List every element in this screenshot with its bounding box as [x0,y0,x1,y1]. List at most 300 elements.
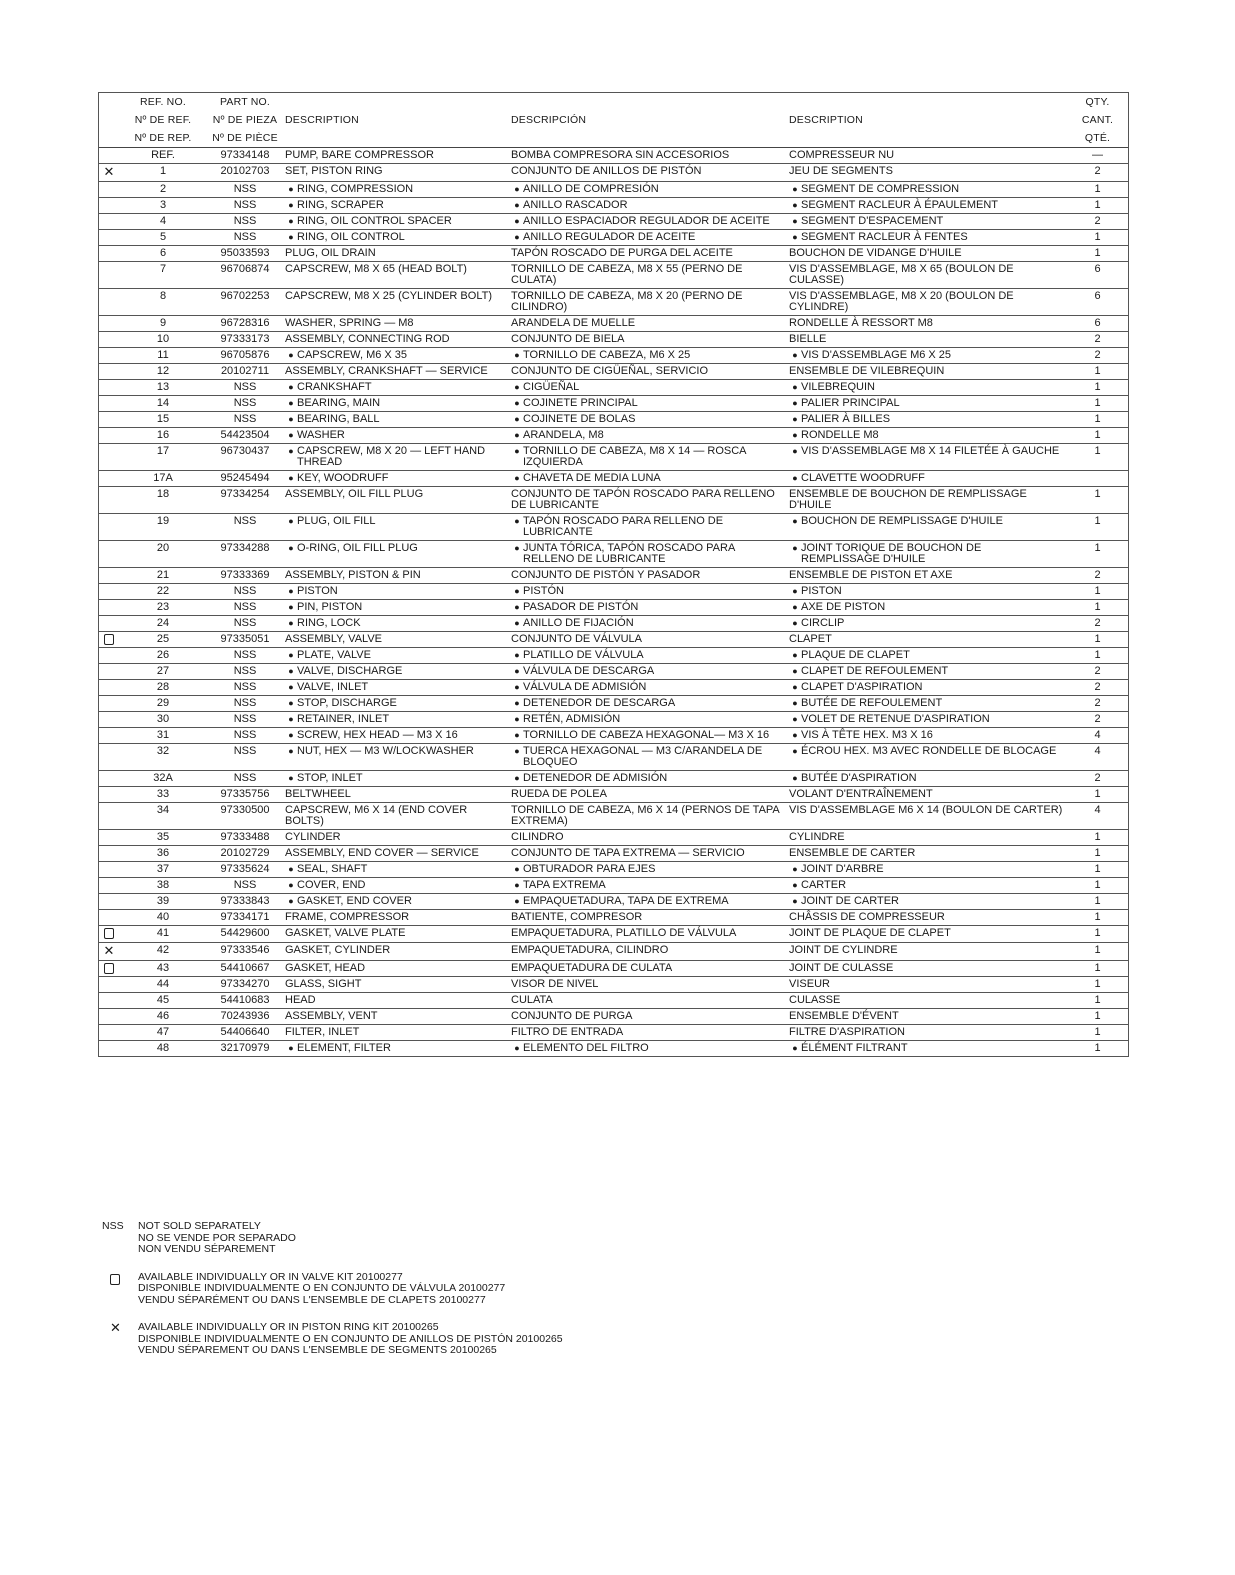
table-row [99,364,1128,380]
description-fr-text: CLAVETTE WOODRUFF [801,472,925,484]
quantity: 1 [1067,977,1128,993]
row-mark [99,316,119,332]
description-es [509,214,787,230]
piston-ring-kit-x-icon: ✕ [103,164,115,179]
row-mark [99,230,119,246]
table-row [99,444,1128,471]
part-no: NSS [207,584,283,600]
description-fr: VIS D'ASSEMBLAGE, M8 X 65 (BOULON DE CULASSE) [787,262,1067,289]
description-fr: JEU DE SEGMENTS [787,164,1067,182]
description-fr: CLAPET [787,632,1067,648]
part-no: NSS [207,380,283,396]
description-es: TORNILLO DE CABEZA, M6 X 14 (PERNOS DE TAPA EXTREMA) [509,803,787,830]
description-en [283,471,509,487]
row-mark [99,348,119,364]
description-fr-text: AXE DE PISTON [801,601,886,613]
sub-item-bullet-icon: ● [792,516,798,526]
description-en [283,862,509,878]
description-fr-text: SEGMENT RACLEUR À FENTES [801,231,968,243]
description-es-text: ANILLO ESPACIADOR REGULADOR DE ACEITE [523,215,770,227]
ref-no: 42 [119,942,207,960]
description-fr-text: PISTON [801,585,842,597]
description-es: EMPAQUETADURA DE CULATA [509,960,787,976]
quantity: 1 [1067,1025,1128,1041]
quantity: 1 [1067,878,1128,894]
description-fr-text: VOLET DE RETENUE D'ASPIRATION [801,713,990,726]
description-en-text: NUT, HEX — M3 W/LOCKWASHER [297,745,474,758]
description-fr-text: CLAPET DE REFOULEMENT [801,665,949,678]
sub-item-bullet-icon: ● [514,414,520,424]
description-fr [787,182,1067,198]
description-es-text: COJINETE PRINCIPAL [523,397,638,409]
description-en-text: VALVE, DISCHARGE [297,665,403,678]
part-no: 97333173 [207,332,283,348]
ref-no: 31 [119,728,207,744]
nss-line-es: NO SE VENDE POR SEPARADO [138,1231,296,1244]
part-no: 95245494 [207,471,283,487]
legend-notes [102,1221,1002,1373]
sub-item-bullet-icon: ● [288,650,294,661]
description-en-text: O-RING, OIL FILL PLUG [297,542,418,554]
sub-item-bullet-icon: ● [792,618,798,628]
description-fr: BOUCHON DE VIDANGE D'HUILE [787,246,1067,262]
description-en [283,744,509,771]
table-row [99,514,1128,541]
sub-item-bullet-icon: ● [792,666,798,677]
description-fr: VIS D'ASSEMBLAGE M6 X 14 (BOULON DE CARTER) [787,803,1067,830]
row-mark [99,541,119,568]
part-no: 54429600 [207,926,283,942]
row-mark [99,771,119,787]
sub-item-bullet-icon: ● [288,473,294,483]
sub-item-bullet-icon: ● [288,896,294,907]
part-no: 96702253 [207,289,283,316]
quantity: 6 [1067,289,1128,316]
sub-item-bullet-icon: ● [792,414,798,424]
description-fr [787,1041,1067,1057]
description-fr: CHÂSSIS DE COMPRESSEUR [787,910,1067,926]
row-mark [99,830,119,846]
description-en-text: CAPSCREW, M8 X 20 — LEFT HAND THREAD [297,445,486,468]
description-es [509,712,787,728]
description-fr: ENSEMBLE D'ÉVENT [787,1009,1067,1025]
ref-no: 12 [119,364,207,380]
description-en [283,1041,509,1057]
part-no: 97334254 [207,487,283,514]
part-no: 97333843 [207,894,283,910]
sub-item-bullet-icon: ● [514,650,520,661]
nss-key: NSS [102,1220,124,1232]
description-fr: COMPRESSEUR NU [787,148,1067,164]
description-es [509,348,787,364]
table-row [99,680,1128,696]
header-description-fr: DESCRIPTION [789,114,863,126]
part-no: 96706874 [207,262,283,289]
description-fr [787,894,1067,910]
table-row [99,487,1128,514]
part-no: 97334148 [207,148,283,164]
description-fr [787,712,1067,728]
description-es [509,514,787,541]
description-en: ASSEMBLY, END COVER — SERVICE [283,846,509,862]
sub-item-bullet-icon: ● [288,746,294,757]
part-no: NSS [207,396,283,412]
description-en [283,878,509,894]
description-en-text: SEAL, SHAFT [297,863,368,876]
quantity: 1 [1067,246,1128,262]
ref-no: 10 [119,332,207,348]
description-en-text: GASKET, END COVER [297,895,412,908]
description-en-text: STOP, DISCHARGE [297,697,397,710]
table-row [99,568,1128,584]
row-mark [99,712,119,728]
box-symbol-icon [110,1274,120,1285]
description-fr: JOINT DE PLAQUE DE CLAPET [787,926,1067,942]
table-row [99,712,1128,728]
header-description-es: DESCRIPCIÓN [511,114,587,126]
description-fr-text: PALIER PRINCIPAL [801,397,900,409]
header-part-en: PART NO. [219,96,271,108]
table-row [99,289,1128,316]
table-row [99,428,1128,444]
row-mark [99,993,119,1009]
description-fr-text: VIS D'ASSEMBLAGE M6 X 25 [801,349,952,361]
sub-item-bullet-icon: ● [792,200,798,210]
description-es-text: DETENEDOR DE DESCARGA [523,697,676,710]
part-no: 54410683 [207,993,283,1009]
parts-table [99,93,1128,1056]
part-no: NSS [207,712,283,728]
header-qty-en: QTY. [1085,96,1110,108]
row-mark [99,568,119,584]
quantity: 1 [1067,182,1128,198]
table-row [99,541,1128,568]
row-mark [99,332,119,348]
description-fr: ENSEMBLE DE CARTER [787,846,1067,862]
description-fr-text: JOINT DE CARTER [801,895,899,908]
table-header [99,93,1128,148]
part-no: NSS [207,412,283,428]
quantity: 2 [1067,214,1128,230]
table-row [99,878,1128,894]
description-es [509,771,787,787]
sub-item-bullet-icon: ● [514,698,520,709]
description-es [509,648,787,664]
row-mark [99,246,119,262]
description-fr: ENSEMBLE DE BOUCHON DE REMPLISSAGE D'HUILE [787,487,1067,514]
header-part-es: Nº DE PIEZA [212,114,278,126]
part-no: NSS [207,744,283,771]
part-no: 20102711 [207,364,283,380]
table-row [99,862,1128,878]
sub-item-bullet-icon: ● [288,350,294,360]
sub-item-bullet-icon: ● [288,382,294,392]
description-en-text: RING, COMPRESSION [297,183,414,195]
part-no: NSS [207,680,283,696]
description-es [509,862,787,878]
quantity: 2 [1067,664,1128,680]
row-mark [99,648,119,664]
part-no: NSS [207,696,283,712]
description-en: GASKET, VALVE PLATE [283,926,509,942]
ref-no: 32 [119,744,207,771]
description-es-text: ANILLO DE COMPRESIÓN [523,183,659,195]
quantity: 1 [1067,541,1128,568]
description-es-text: ANILLO REGULADOR DE ACEITE [523,231,696,243]
description-en: FRAME, COMPRESSOR [283,910,509,926]
part-no: 97333488 [207,830,283,846]
table-row [99,910,1128,926]
quantity: 1 [1067,444,1128,471]
table-row [99,396,1128,412]
quantity: 6 [1067,262,1128,289]
sub-item-bullet-icon: ● [792,698,798,709]
description-es-text: TORNILLO DE CABEZA, M8 X 14 — ROSCA IZQUIERDA [523,445,746,468]
description-en-text: STOP, INLET [297,772,363,785]
ref-no: 28 [119,680,207,696]
table-row [99,230,1128,246]
table-row [99,894,1128,910]
ref-no: 47 [119,1025,207,1041]
ref-no: 19 [119,514,207,541]
ref-no: 3 [119,198,207,214]
description-en-text: PISTON [297,585,338,597]
row-mark [99,632,119,648]
description-fr [787,771,1067,787]
part-no: 20102729 [207,846,283,862]
row-mark [99,364,119,380]
ref-no: 25 [119,632,207,648]
sub-item-bullet-icon: ● [514,864,520,875]
description-fr [787,214,1067,230]
ref-no: 17A [119,471,207,487]
row-mark [99,803,119,830]
description-fr-text: VILEBREQUIN [801,381,875,393]
quantity: 2 [1067,616,1128,632]
sub-item-bullet-icon: ● [288,666,294,677]
row-mark [99,894,119,910]
description-en-text: PLATE, VALVE [297,649,371,662]
sub-item-bullet-icon: ● [514,682,520,693]
ref-no: 40 [119,910,207,926]
description-en [283,182,509,198]
quantity: 2 [1067,348,1128,364]
sub-item-bullet-icon: ● [792,773,798,784]
description-es-text: PASADOR DE PISTÓN [523,601,639,613]
row-mark [99,514,119,541]
description-es [509,380,787,396]
description-fr-text: PLAQUE DE CLAPET [801,649,910,662]
x-line-fr: VENDU SÉPAREMENT OU DANS L'ENSEMBLE DE SEGMENTS 20100265 [138,1344,497,1356]
part-no: 54410667 [207,960,283,976]
description-es [509,696,787,712]
sub-item-bullet-icon: ● [288,200,294,210]
part-no: 97335051 [207,632,283,648]
description-en [283,444,509,471]
box-line-en: AVAILABLE INDIVIDUALLY OR IN VALVE KIT 20100277 [138,1270,403,1283]
sub-item-bullet-icon: ● [288,602,294,612]
row-mark [99,664,119,680]
sub-item-bullet-icon: ● [288,184,294,194]
description-en-text: BEARING, MAIN [297,397,381,409]
table-row [99,744,1128,771]
description-en: HEAD [283,993,509,1009]
description-es-text: ANILLO RASCADOR [523,199,628,211]
row-mark [99,412,119,428]
description-fr: RONDELLE À RESSORT M8 [787,316,1067,332]
description-en: GASKET, HEAD [283,960,509,976]
quantity: 1 [1067,230,1128,246]
row-mark [99,728,119,744]
header-ref-fr: Nº DE REP. [119,129,207,148]
description-es-text: RETÉN, ADMISIÓN [523,713,621,726]
description-es-text: COJINETE DE BOLAS [523,413,636,425]
description-en [283,664,509,680]
ref-no: 14 [119,396,207,412]
description-fr-text: BUTÉE DE REFOULEMENT [801,697,943,710]
description-en-text: PIN, PISTON [297,601,363,613]
ref-no: 30 [119,712,207,728]
table-row [99,600,1128,616]
quantity: 1 [1067,364,1128,380]
sub-item-bullet-icon: ● [514,350,520,360]
part-no: 95033593 [207,246,283,262]
quantity: 1 [1067,942,1128,960]
row-mark [99,616,119,632]
description-es [509,1041,787,1057]
quantity: 1 [1067,198,1128,214]
note-piston-ring-kit [102,1322,1002,1357]
note-nss [102,1221,1002,1256]
ref-no: 27 [119,664,207,680]
description-es-text: PLATILLO DE VÁLVULA [523,649,644,662]
description-fr [787,514,1067,541]
part-no: 20102703 [207,164,283,182]
sub-item-bullet-icon: ● [514,880,520,891]
part-no: NSS [207,198,283,214]
description-en: PLUG, OIL DRAIN [283,246,509,262]
sub-item-bullet-icon: ● [288,773,294,784]
part-no: 97335624 [207,862,283,878]
row-mark [99,696,119,712]
description-es: CONJUNTO DE TAPÓN ROSCADO PARA RELLENO DE LUBRICANTE [509,487,787,514]
description-es: EMPAQUETADURA, CILINDRO [509,942,787,960]
description-fr: ENSEMBLE DE VILEBREQUIN [787,364,1067,380]
description-es-text: ELEMENTO DEL FILTRO [523,1042,649,1055]
quantity: 1 [1067,846,1128,862]
row-mark [99,198,119,214]
nss-line-fr: NON VENDU SÉPAREMENT [138,1243,276,1255]
row-mark [99,148,119,164]
part-no: NSS [207,214,283,230]
description-en [283,428,509,444]
part-no: 97335756 [207,787,283,803]
table-row [99,977,1128,993]
description-fr-text: CARTER [801,879,847,892]
description-es [509,894,787,910]
ref-no: 35 [119,830,207,846]
part-no: 54406640 [207,1025,283,1041]
description-fr [787,541,1067,568]
description-es: CILINDRO [509,830,787,846]
description-en [283,728,509,744]
description-es: BOMBA COMPRESORA SIN ACCESORIOS [509,148,787,164]
quantity: 2 [1067,712,1128,728]
sub-item-bullet-icon: ● [792,650,798,661]
sub-item-bullet-icon: ● [514,666,520,677]
description-fr-text: CIRCLIP [801,617,845,629]
part-no: NSS [207,771,283,787]
description-fr [787,348,1067,364]
sub-item-bullet-icon: ● [514,730,520,741]
description-en [283,541,509,568]
quantity: 1 [1067,910,1128,926]
ref-no: 33 [119,787,207,803]
description-en: CAPSCREW, M6 X 14 (END COVER BOLTS) [283,803,509,830]
description-es: BATIENTE, COMPRESOR [509,910,787,926]
sub-item-bullet-icon: ● [514,473,520,483]
description-fr: JOINT DE CYLINDRE [787,942,1067,960]
table-row [99,664,1128,680]
table-row [99,471,1128,487]
description-es-text: CIGÜEÑAL [523,381,580,393]
quantity: 2 [1067,771,1128,787]
ref-no: 20 [119,541,207,568]
quantity: 1 [1067,926,1128,942]
sub-item-bullet-icon: ● [514,773,520,784]
table-row [99,926,1128,942]
part-no: 97333546 [207,942,283,960]
ref-no: 5 [119,230,207,246]
valve-kit-box-icon [104,963,114,974]
ref-no: 11 [119,348,207,364]
quantity: 1 [1067,1009,1128,1025]
x-line-es: DISPONIBLE INDIVIDUALMENTE O EN CONJUNTO DE ANILLOS DE PISTÓN 20100265 [138,1332,563,1345]
part-no: 97330500 [207,803,283,830]
quantity: 4 [1067,803,1128,830]
header-description-en: DESCRIPTION [285,114,359,126]
quantity: 4 [1067,728,1128,744]
table-row [99,771,1128,787]
description-fr-text: SEGMENT D'ESPACEMENT [801,215,944,227]
sub-item-bullet-icon: ● [514,896,520,907]
sub-item-bullet-icon: ● [792,382,798,392]
description-es-text: TORNILLO DE CABEZA, M6 X 25 [523,349,691,361]
sub-item-bullet-icon: ● [514,516,520,526]
description-en-text: ELEMENT, FILTER [297,1042,391,1055]
table-row [99,1041,1128,1057]
description-fr: CYLINDRE [787,830,1067,846]
description-es [509,728,787,744]
description-fr [787,230,1067,246]
ref-no: 6 [119,246,207,262]
part-no: 96728316 [207,316,283,332]
table-row [99,380,1128,396]
ref-no: 16 [119,428,207,444]
description-fr: CULASSE [787,993,1067,1009]
table-row [99,262,1128,289]
ref-no: 23 [119,600,207,616]
description-en [283,894,509,910]
part-no: NSS [207,648,283,664]
description-es-text: VÁLVULA DE DESCARGA [523,665,655,678]
quantity: 1 [1067,514,1128,541]
table-row [99,1025,1128,1041]
quantity: 1 [1067,428,1128,444]
ref-no: 26 [119,648,207,664]
description-fr-text: CLAPET D'ASPIRATION [801,681,923,694]
table-row [99,846,1128,862]
